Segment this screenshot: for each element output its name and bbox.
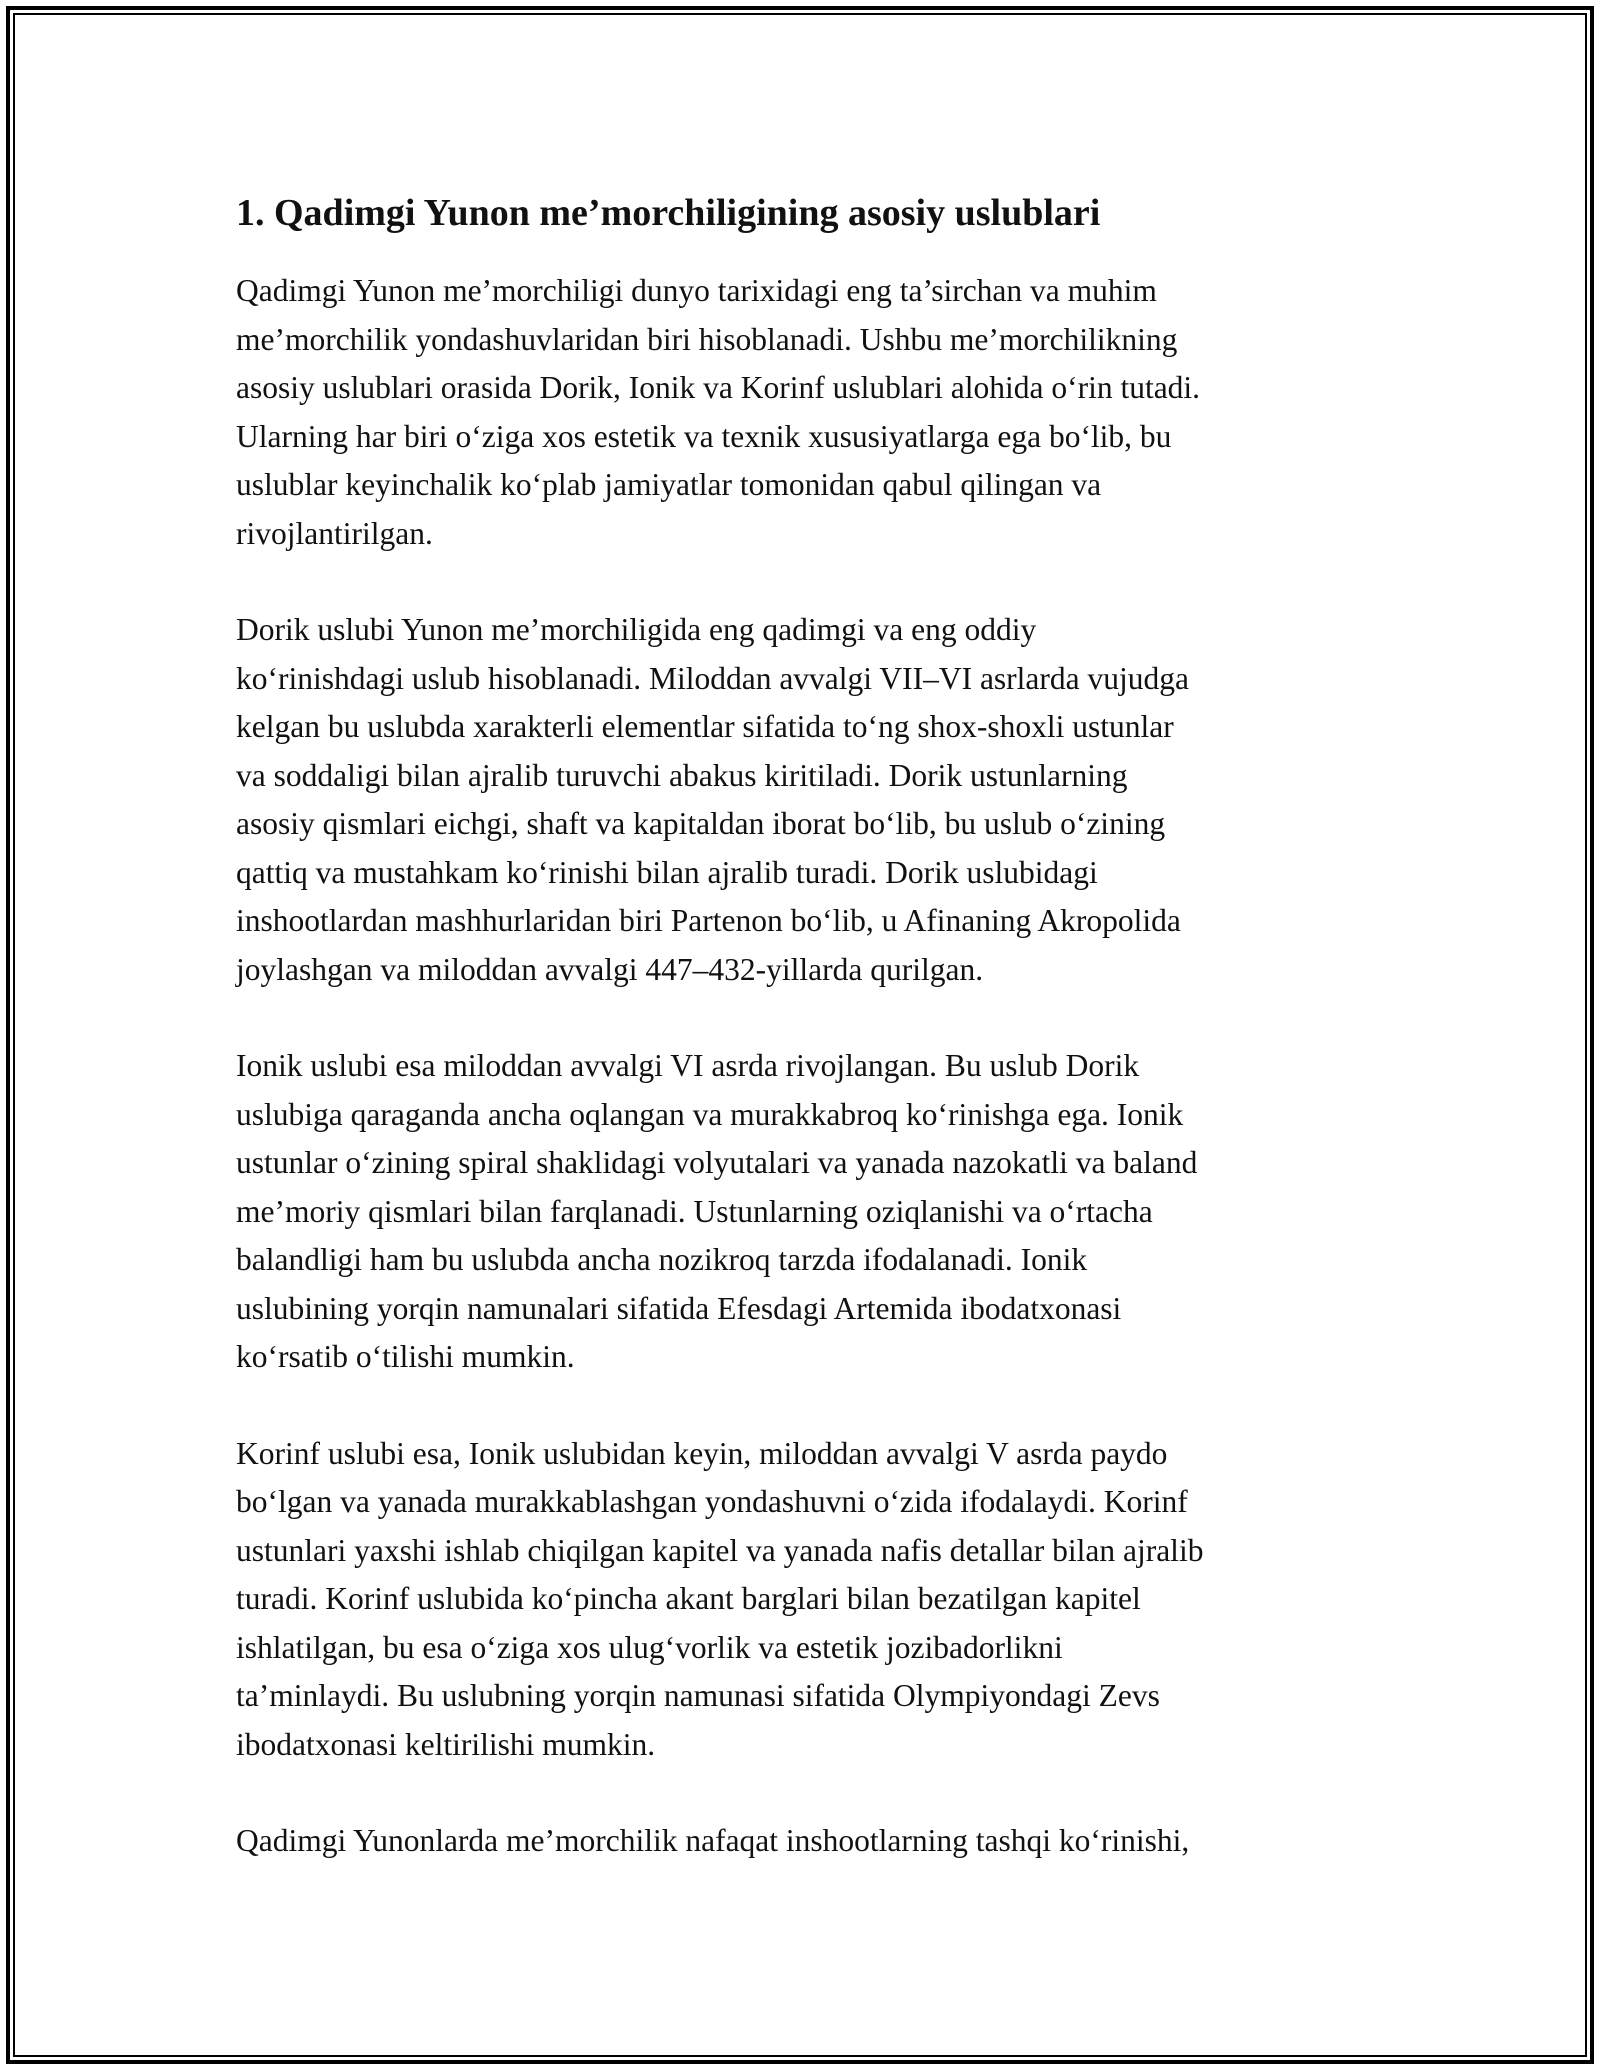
paragraph-line: me’morchilik yondashuvlaridan biri hisoblanadi. Ushbu me’morchilikning [236,321,1178,357]
paragraph-line: boʻlgan va yanada murakkablashgan yondashuvni oʻzida ifodalaydi. Korinf [236,1484,1188,1519]
paragraph-line: koʻrinishdagi uslub hisoblanadi. Miloddan avvalgi VII–VI asrlarda vujudga [236,660,1189,696]
paragraph-line: Ularning har biri oʻziga xos estetik va texnik xususiyatlarga ega boʻlib, bu [236,418,1172,454]
paragraph-doric [236,606,1366,994]
paragraph-line: kelgan bu uslubda xarakterli elementlar sifatida toʻng shox-shoxli ustunlar [236,709,1174,744]
paragraph-line: asosiy uslublari orasida Dorik, Ionik va Korinf uslublari alohida oʻrin tutadi. [236,370,1201,405]
paragraph-line: ustunlar oʻzining spiral shaklidagi volyutalari va yanada nazokatli va baland [236,1145,1198,1180]
paragraph-line: uslublar keyinchalik koʻplab jamiyatlar tomonidan qabul qilingan va [236,467,1102,502]
paragraph-line: uslubining yorqin namunalari sifatida Efesdagi Artemida ibodatxonasi [236,1290,1122,1326]
paragraph-line: Ionik uslubi esa miloddan avvalgi VI asrda rivojlangan. Bu uslub Dorik [236,1048,1140,1083]
paragraph-line: inshootlardan mashhurlaridan biri Partenon boʻlib, u Afinaning Akropolida [236,903,1181,938]
paragraph-line: rivojlantirilgan. [236,515,433,551]
paragraph-line: balandligi ham bu uslubda ancha nozikroq tarzda ifodalanadi. Ionik [236,1242,1088,1277]
paragraph-line: ibodatxonasi keltirilishi mumkin. [236,1726,656,1762]
paragraph-line: ishlatilgan, bu esa oʻziga xos ulugʻvorlik va estetik jozibadorlikni [236,1629,1063,1665]
paragraph-corinthian [236,1430,1366,1770]
document-page [236,188,1366,1866]
paragraph-line: Qadimgi Yunonlarda me’morchilik nafaqat inshootlarning tashqi koʻrinishi, [236,1823,1190,1858]
paragraph-line: turadi. Korinf uslubida koʻpincha akant barglari bilan bezatilgan kapitel [236,1581,1141,1616]
paragraph-line: joylashgan va miloddan avvalgi 447–432-yillarda qurilgan. [236,951,984,987]
section-heading: 1. Qadimgi Yunon me’morchiligining asosiy uslublari [236,192,1101,234]
paragraph-ionic [236,1042,1366,1382]
paragraph-line: qattiq va mustahkam koʻrinishi bilan ajralib turadi. Dorik uslubidagi [236,854,1098,890]
paragraph-line: Qadimgi Yunon me’morchiligi dunyo tarixidagi eng ta’sirchan va muhim [236,273,1157,308]
paragraph-closing [236,1817,1366,1866]
paragraph-intro [236,267,1366,558]
paragraph-line: uslubiga qaraganda ancha oqlangan va murakkabroq koʻrinishga ega. Ionik [236,1096,1184,1132]
paragraph-line: va soddaligi bilan ajralib turuvchi abakus kiritiladi. Dorik ustunlarning [236,757,1128,793]
paragraph-line: me’moriy qismlari bilan farqlanadi. Ustunlarning oziqlanishi va oʻrtacha [236,1193,1153,1229]
paragraph-line: ustunlari yaxshi ishlab chiqilgan kapitel va yanada nafis detallar bilan ajralib [236,1532,1204,1568]
paragraph-line: ta’minlaydi. Bu uslubning yorqin namunasi sifatida Olympiyondagi Zevs [236,1678,1160,1713]
paragraph-line: Korinf uslubi esa, Ionik uslubidan keyin, miloddan avvalgi V asrda paydo [236,1435,1168,1471]
paragraph-line: koʻrsatib oʻtilishi mumkin. [236,1339,575,1374]
paragraph-line: Dorik uslubi Yunon me’morchiligida eng qadimgi va eng oddiy [236,612,1037,647]
paragraph-line: asosiy qismlari eichgi, shaft va kapitaldan iborat boʻlib, bu uslub oʻzining [236,806,1166,841]
